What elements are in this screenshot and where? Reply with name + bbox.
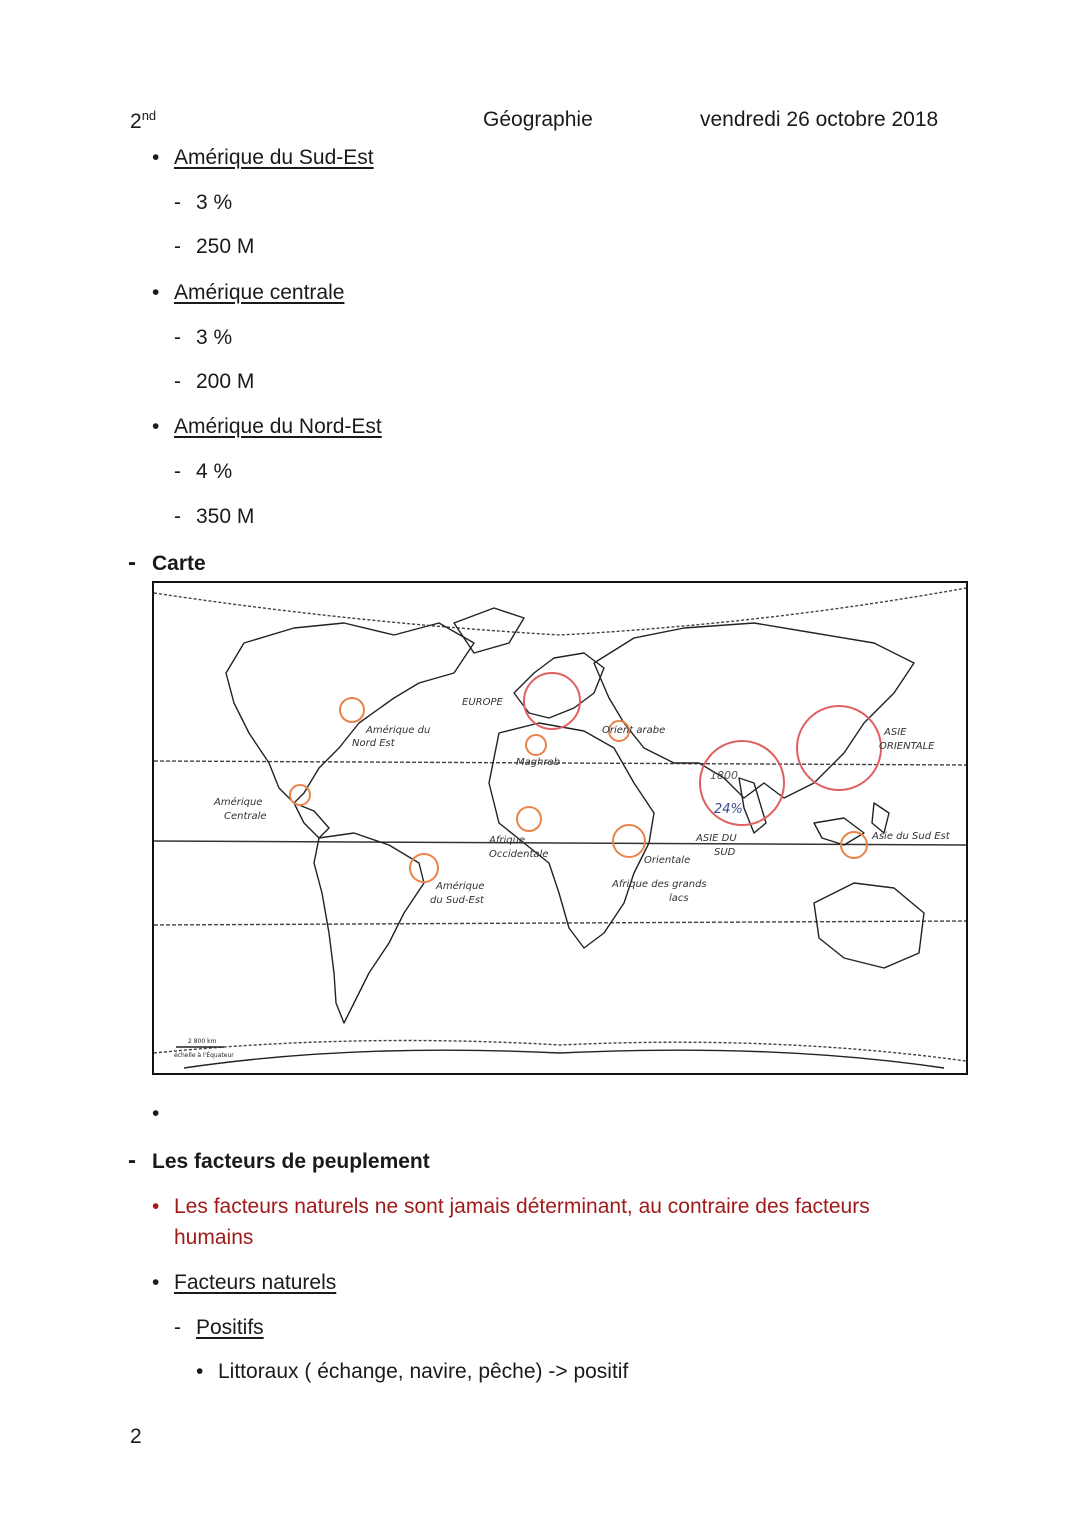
factors-note: Les facteurs naturels ne sont jamais déterminant, au contraire des facteurs (174, 1195, 870, 1218)
map-label-asie-orientale: ASIE (884, 727, 907, 738)
bullet-icon: • (196, 1360, 204, 1383)
region-population: 250 M (196, 235, 255, 258)
bullet-icon: • (152, 1271, 160, 1294)
map-label-asie-sud: ASIE DU (696, 833, 737, 844)
continent-antarctica (184, 1050, 944, 1068)
continent-south-america (314, 833, 424, 1023)
scale-caption: échelle à l'Équateur (174, 1052, 234, 1059)
subject-title: Géographie (483, 108, 593, 131)
bullet-icon: • (152, 415, 160, 438)
graticule-line-arctic (154, 588, 966, 635)
map-label-asie-sud-est: Asie du Sud Est (872, 831, 950, 842)
region-name: Amérique centrale (174, 281, 345, 304)
map-label-asie-orientale: ORIENTALE (879, 741, 935, 752)
circle-asie-orientale (797, 706, 881, 790)
dash-icon: - (174, 191, 181, 214)
dash-icon: - (174, 460, 181, 483)
island-philippines (872, 803, 889, 833)
map-label-afrique-occidentale: Occidentale (489, 849, 549, 860)
map-label-asie-sud: SUD (714, 847, 736, 858)
continent-central-america (294, 803, 329, 838)
natural-factors-heading: Facteurs naturels (174, 1271, 337, 1294)
bullet-icon: • (152, 281, 160, 304)
circle-maghreb (526, 735, 546, 755)
map-label-orient-arabe: Orient arabe (602, 725, 666, 736)
factors-note-continued: humains (174, 1226, 254, 1249)
map-label-amerique-centrale: Amérique (214, 797, 263, 808)
region-population: 200 M (196, 370, 255, 393)
circle-amerique-centrale (290, 785, 310, 805)
region-percent: 4 % (196, 460, 233, 483)
map-label-amerique-nord-est: Nord Est (352, 738, 395, 749)
continent-asia (594, 623, 914, 798)
dash-icon: - (174, 235, 181, 258)
map-label-amerique-centrale: Centrale (224, 811, 267, 822)
world-map (152, 581, 968, 1075)
continent-australia (814, 883, 924, 968)
map-label-afrique-occidentale: Afrique (489, 835, 526, 846)
dash-icon: - (128, 1147, 136, 1174)
circle-amerique-nord-est (340, 698, 364, 722)
map-label-afrique-grands-lacs: lacs (669, 893, 689, 904)
region-percent: 3 % (196, 326, 233, 349)
circle-afrique-grands-lacs (613, 825, 645, 857)
map-label-maghreb: Maghreb (516, 757, 561, 768)
graticule-line-tropic-south (154, 921, 966, 925)
bullet-icon: • (152, 1102, 160, 1125)
scale-value: 2 800 km (188, 1038, 217, 1045)
region-population: 350 M (196, 505, 255, 528)
continent-north-america (226, 623, 474, 803)
world-map-drawing (154, 583, 966, 1073)
map-label-europe: EUROPE (462, 697, 503, 708)
circle-amerique-sud-est (410, 854, 438, 882)
dash-icon: - (174, 1316, 181, 1339)
map-label-afrique-grands-lacs: Afrique des grands (612, 879, 707, 890)
circle-europe (524, 673, 580, 729)
region-percent: 3 % (196, 191, 233, 214)
map-label-asie-sud-population: 1800 (710, 769, 738, 782)
region-name: Amérique du Sud-Est (174, 146, 374, 169)
map-label-asie-sud-percent: 24% (714, 802, 743, 817)
section-title-factors: Les facteurs de peuplement (152, 1150, 430, 1173)
section-title-map: Carte (152, 552, 206, 575)
map-label-amerique-nord-est: Amérique du (366, 725, 431, 736)
map-label-amerique-sud-est: du Sud-Est (430, 895, 484, 906)
map-label-amerique-sud-est: Amérique (436, 881, 485, 892)
class-level: 2nd (130, 108, 157, 133)
region-name: Amérique du Nord-Est (174, 415, 382, 438)
bullet-icon: • (152, 1195, 160, 1218)
map-label-afrique-orientale: Orientale (644, 855, 691, 866)
dash-icon: - (174, 505, 181, 528)
positive-factors-heading: Positifs (196, 1316, 264, 1339)
circle-afrique-occidentale (517, 807, 541, 831)
dash-icon: - (174, 370, 181, 393)
page-number: 2 (130, 1425, 142, 1448)
factor-item: Littoraux ( échange, navire, pêche) -> positif (218, 1360, 629, 1383)
dash-icon: - (128, 549, 136, 576)
bullet-icon: • (152, 146, 160, 169)
dash-icon: - (174, 326, 181, 349)
lesson-date: vendredi 26 octobre 2018 (700, 108, 939, 131)
